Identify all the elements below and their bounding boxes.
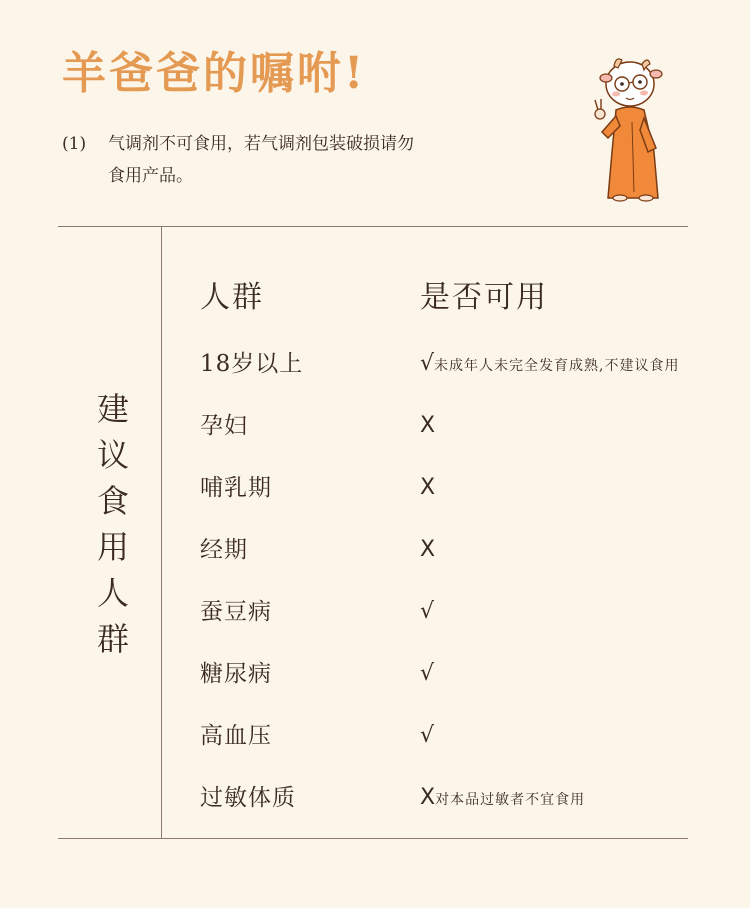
row-usable — [420, 592, 434, 634]
table-bottom-rule — [58, 838, 688, 839]
side-label-char: 建 — [96, 390, 129, 428]
row-group: 哺乳期 — [200, 475, 272, 501]
side-label-char: 议 — [96, 436, 129, 474]
table-column-divider — [161, 226, 162, 838]
note-number: (1) — [62, 134, 87, 154]
row-usable — [420, 344, 679, 386]
note-paragraph — [62, 128, 532, 192]
side-label-char: 用 — [96, 528, 129, 566]
row-mark: √ — [420, 661, 435, 686]
row-usable — [420, 468, 435, 510]
sheep-character-icon — [586, 52, 676, 202]
table-row — [200, 344, 740, 384]
row-mark: X — [420, 537, 436, 562]
column-header-usable: 是否可用 — [420, 280, 548, 315]
row-mark: √ — [420, 599, 435, 624]
row-usable — [420, 406, 435, 448]
row-mark: X — [420, 413, 436, 438]
table-row — [200, 654, 740, 694]
row-group: 蚕豆病 — [200, 599, 272, 625]
side-label-recommended-groups — [90, 386, 136, 662]
side-label-char: 人 — [96, 574, 129, 612]
note-line-2: 食用产品。 — [108, 166, 193, 186]
side-label-char: 食 — [96, 482, 129, 520]
row-group: 过敏体质 — [200, 785, 296, 811]
row-usable — [420, 778, 585, 820]
table-row — [200, 592, 740, 632]
row-memo: 对本品过敏者不宜食用 — [435, 792, 586, 808]
row-usable — [420, 530, 435, 572]
row-group: 高血压 — [200, 723, 272, 749]
note-text-1: 气调剂不可食用，若气调剂包装破损请勿 — [108, 134, 414, 154]
row-group: 18岁以上 — [200, 351, 304, 377]
column-header-group: 人群 — [200, 280, 264, 315]
row-usable — [420, 654, 434, 696]
row-usable — [420, 716, 434, 758]
row-group: 孕妇 — [200, 413, 248, 439]
note-line-1 — [62, 128, 532, 160]
table-row — [200, 468, 740, 508]
row-group: 经期 — [200, 537, 248, 563]
table-row — [200, 778, 740, 818]
table-top-rule — [58, 226, 688, 227]
table-row — [200, 716, 740, 756]
page-title: 羊爸爸的嘱咐! — [62, 48, 367, 99]
row-group: 糖尿病 — [200, 661, 272, 687]
row-mark: X — [420, 475, 436, 500]
row-mark: √ — [420, 351, 435, 376]
table-row — [200, 530, 740, 570]
table-row — [200, 406, 740, 446]
row-memo: 未成年人未完全发育成熟,不建议食用 — [434, 358, 680, 374]
row-mark: X — [420, 785, 436, 810]
side-label-char: 群 — [96, 620, 129, 658]
row-mark: √ — [420, 723, 435, 748]
